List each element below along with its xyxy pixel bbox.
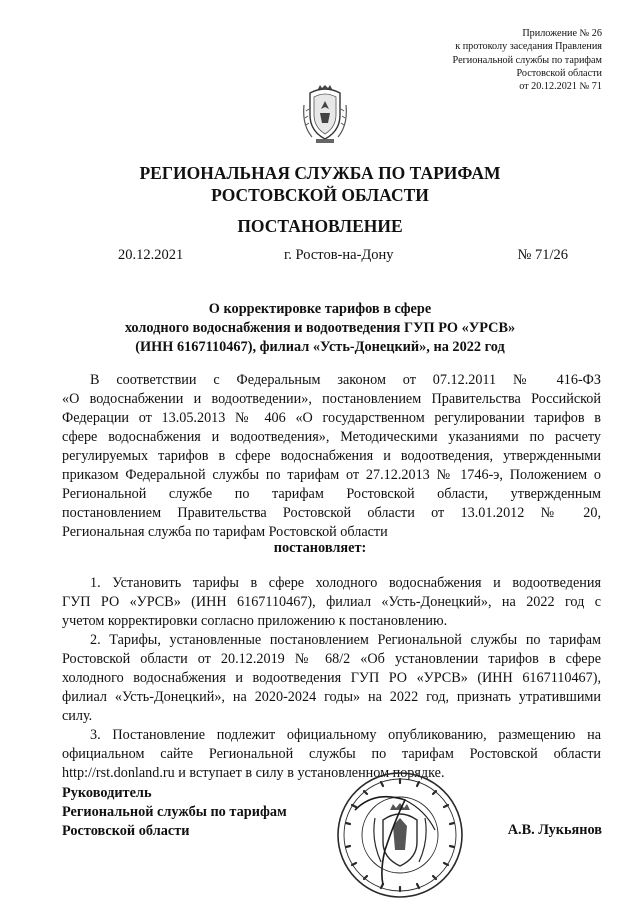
document-city: г. Ростов-на-Дону (284, 247, 394, 263)
subject-line: холодного водоснабжения и водоотведения ГУП РО «УРСВ» (124, 319, 516, 336)
preamble-line: В соответствии с Федеральным законом от 07.12.2011 № 416-ФЗ (90, 372, 601, 388)
appendix-line: Ростовской области (516, 67, 602, 79)
item-line: 2. Тарифы, установленные постановлением Региональной службы по тарифам (90, 632, 601, 648)
appendix-note (342, 27, 602, 93)
organization-name (0, 162, 640, 206)
preamble-line: «О водоснабжении и водоотведении», постановлением Правительства Российской (62, 391, 601, 407)
item-line: http://rst.donland.ru и вступает в силу в установленном порядке. (62, 765, 445, 781)
item-line: холодного водоснабжения и водоотведения ГУП РО «УРСВ» (ИНН 6167110467), (62, 670, 601, 686)
signature-block (62, 784, 287, 841)
subject-line: (ИНН 6167110467), филиал «Усть-Донецкий», на 2022 год (135, 338, 505, 355)
decree-word: постановляет: (273, 540, 367, 556)
signature-title-line: Ростовской области (62, 823, 190, 839)
preamble-line: сфере водоснабжения и водоотведения», Методическими указаниями по расчету (62, 429, 601, 445)
preamble-line: Региональная служба по тарифам Ростовской области (62, 524, 388, 540)
item-line: 3. Постановление подлежит официальному опубликованию, размещению на (90, 727, 601, 743)
document-number: № 71/26 (517, 247, 568, 263)
item-line: официальном сайте Региональной службы по тарифам Ростовской области (62, 746, 601, 762)
organization-line: РЕГИОНАЛЬНАЯ СЛУЖБА ПО ТАРИФАМ (139, 163, 501, 183)
signature-title-line: Руководитель (62, 785, 152, 801)
item-line: 1. Установить тарифы в сфере холодного водоснабжения и водоотведения (90, 575, 601, 591)
signature-title-line: Региональной службы по тарифам (62, 804, 287, 820)
preamble-line: приказом Федеральной службы по тарифам от 27.12.2013 № 1746-э, Положением о (62, 467, 601, 483)
preamble-paragraph (62, 371, 601, 542)
appendix-line: от 20.12.2021 № 71 (519, 81, 602, 93)
preamble-line: Региональной службе по тарифам Ростовской области, утвержденным (62, 486, 601, 502)
preamble-line: Федерации от 13.05.2013 № 406 «О государственном регулировании тарифов в (62, 410, 601, 426)
decree-items (62, 574, 601, 783)
appendix-line: Региональной службы по тарифам (452, 54, 602, 66)
document-type: ПОСТАНОВЛЕНИЕ (237, 216, 403, 236)
appendix-line: к протоколу заседания Правления (455, 41, 602, 53)
document-date: 20.12.2021 (118, 247, 184, 263)
document-subject (0, 300, 640, 356)
subject-line: О корректировке тарифов в сфере (208, 301, 432, 317)
item-line: учетом корректировки согласно приложению к постановлению. (62, 613, 448, 629)
official-stamp-icon (335, 770, 465, 900)
item-line: силу. (62, 708, 93, 724)
preamble-line: постановлением Правительства Ростовской области от 13.01.2012 № 20, (62, 505, 601, 521)
item-line: филиал «Усть-Донецкий», на 2020-2024 годы» на 2022 год, признать утратившими (62, 689, 601, 705)
coat-of-arms-icon (300, 85, 350, 145)
appendix-line: Приложение № 26 (522, 28, 602, 39)
organization-line: РОСТОВСКОЙ ОБЛАСТИ (211, 185, 429, 205)
signer-name: А.В. Лукьянов (507, 822, 602, 838)
item-line: ГУП РО «УРСВ» (ИНН 6167110467), филиал «Усть-Донецкий», на 2022 год с (62, 594, 601, 610)
document-meta (118, 247, 568, 267)
item-line: Ростовской области от 20.12.2019 № 68/2 «Об установлении тарифов в сфере (62, 651, 601, 667)
preamble-line: регулируемых тарифов в сфере водоснабжения и водоотведения, утвержденными (62, 448, 601, 464)
